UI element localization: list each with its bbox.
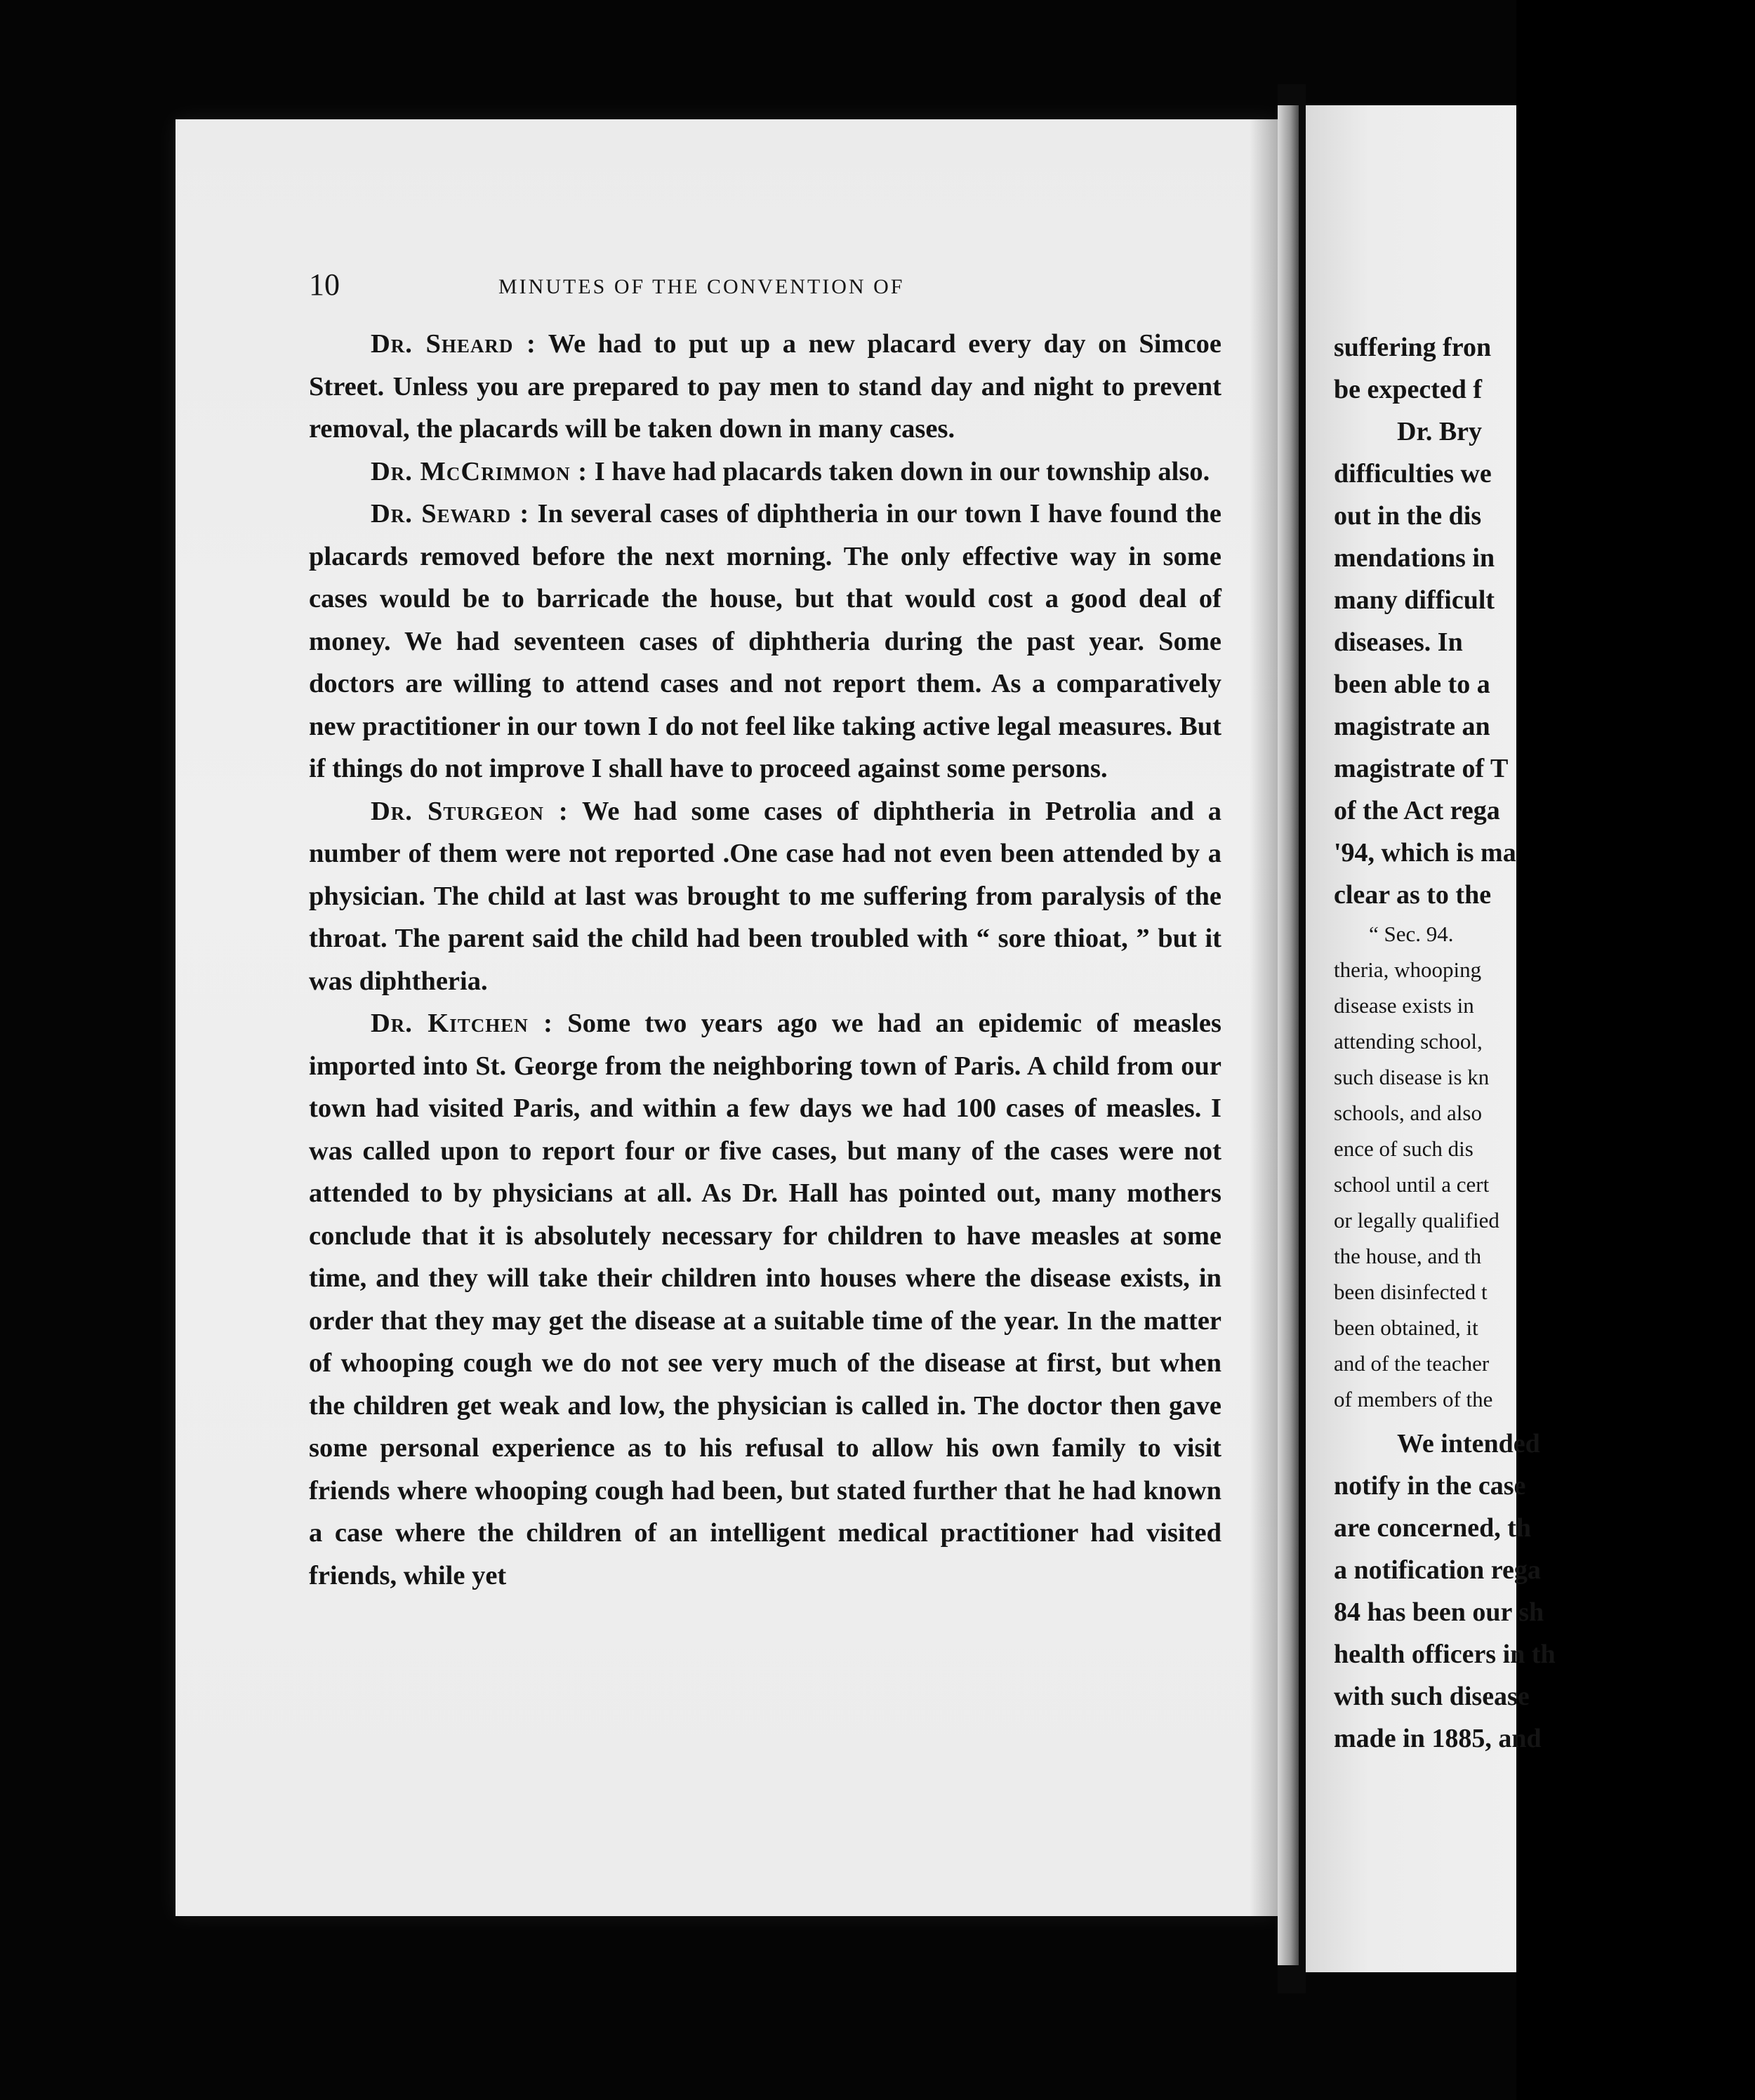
right-page-line: clear as to the xyxy=(1334,880,1492,910)
paragraph xyxy=(309,790,1221,1003)
paragraph-text: We had to put up a new placard every day on Simcoe Street. Unless you are prepared to pay men to stand day and night to prevent removal, the placards will be taken down in many cases. xyxy=(309,329,1222,444)
paragraph xyxy=(309,451,1221,493)
right-page-line: of the Act rega xyxy=(1334,796,1500,825)
right-page-line: school until a cert xyxy=(1334,1172,1490,1197)
right-page-line: or legally qualified xyxy=(1334,1208,1499,1232)
left-page xyxy=(176,119,1278,1916)
paragraph xyxy=(309,323,1221,451)
speaker-name: Dr. Seward : xyxy=(371,499,530,529)
right-page-line: health officers in th xyxy=(1334,1640,1556,1669)
paragraph-text: We had some cases of diphtheria in Petrolia and a number of them were not reported .One case had not even been attended by a physician. The child at last was brought to me suffering from paralysis of the throat. The parent said the child had been troubled with “ sore thioat, ” but it was diphtheria. xyxy=(309,796,1221,996)
paragraph-text: Some two years ago we had an epidemic of measles imported into St. George from the neighboring town of Paris. A child from our town had visited Paris, and within a few days we had 100 cases of measles. I was called upon to report four or five cases, but many of the cases were not attended to by physicians at all. As Dr. Hall has pointed out, many mothers conclude that it is absolutely necessary for children to have measles at some time, and they will take their children into houses where the disease exists, in order that they may get the disease at a suitable time of the year. In the matter of whooping cough we do not see very much of the disease at first, but when the children get weak and low, the physician is called in. The doctor then gave some personal experience as to his refusal to allow his own family to visit friends where whooping cough had been, but stated further that he had known a case where the children of an intelligent medical practitioner had visited friends, while yet xyxy=(309,1009,1222,1590)
right-page-line: be expected f xyxy=(1334,375,1483,404)
right-page-line: difficulties we xyxy=(1334,459,1492,489)
speaker-name: Dr. Sturgeon : xyxy=(371,796,569,826)
running-title: MINUTES OF THE CONVENTION OF xyxy=(498,275,905,298)
right-page-line: ence of such dis xyxy=(1334,1136,1473,1161)
right-page-line: notify in the case xyxy=(1334,1471,1526,1501)
right-page-line: diseases. In xyxy=(1334,627,1463,657)
right-page-line: schools, and also xyxy=(1334,1101,1482,1125)
right-page-line: 84 has been our sh xyxy=(1334,1597,1544,1627)
right-page-line: and of the teacher xyxy=(1334,1351,1490,1376)
right-page-text xyxy=(1334,326,1755,1760)
right-page-line: disease exists in xyxy=(1334,993,1474,1018)
paragraph-text: I have had placards taken down in our township also. xyxy=(588,456,1210,486)
right-page-line: out in the dis xyxy=(1334,501,1482,531)
right-page xyxy=(1306,105,1556,1972)
page-body xyxy=(309,323,1221,1597)
paragraph xyxy=(309,493,1221,790)
right-page-line: magistrate of T xyxy=(1334,754,1509,783)
paragraph xyxy=(309,1002,1221,1597)
right-page-line: are concerned, th xyxy=(1334,1513,1532,1543)
right-page-line: attending school, xyxy=(1334,1029,1483,1054)
right-page-line: been obtained, it xyxy=(1334,1315,1478,1340)
right-page-line: '94, which is ma xyxy=(1334,838,1516,868)
right-page-line: of members of the xyxy=(1334,1387,1493,1411)
right-page-line: made in 1885, and xyxy=(1334,1724,1542,1753)
right-page-line: a notification rega xyxy=(1334,1555,1541,1585)
right-page-line: suffering fron xyxy=(1334,333,1492,362)
right-page-line: Dr. Bry xyxy=(1397,417,1483,446)
right-page-line: been able to a xyxy=(1334,670,1490,699)
right-page-line: We intended xyxy=(1397,1429,1540,1458)
right-page-line: such disease is kn xyxy=(1334,1065,1490,1089)
right-page-line: magistrate an xyxy=(1334,712,1490,741)
page-edge xyxy=(1278,105,1299,1965)
right-page-line: many difficult xyxy=(1334,585,1495,615)
right-page-line: mendations in xyxy=(1334,543,1495,573)
paragraph-text: In several cases of diphtheria in our town I have found the placards removed before the next morning. The only effective way in some cases would be to barricade the house, but that would cost a good deal of money. We had seventeen cases of diphtheria during the past year. Some doctors are willing to attend cases and not report them. As a comparatively new practitioner in our town I do not feel like taking active legal measures. But if things do not improve I shall have to proceed against some persons. xyxy=(309,499,1221,783)
speaker-name: Dr. McCrimmon : xyxy=(371,456,588,486)
right-page-line: with such disease xyxy=(1334,1682,1530,1711)
right-page-line: the house, and th xyxy=(1334,1244,1482,1268)
right-page-line: theria, whooping xyxy=(1334,957,1482,982)
speaker-name: Dr. Sheard : xyxy=(371,329,536,359)
right-page-line: “ Sec. 94. xyxy=(1369,922,1454,946)
page-number: 10 xyxy=(309,267,340,302)
speaker-name: Dr. Kitchen : xyxy=(371,1009,553,1038)
right-page-line: been disinfected t xyxy=(1334,1280,1488,1304)
